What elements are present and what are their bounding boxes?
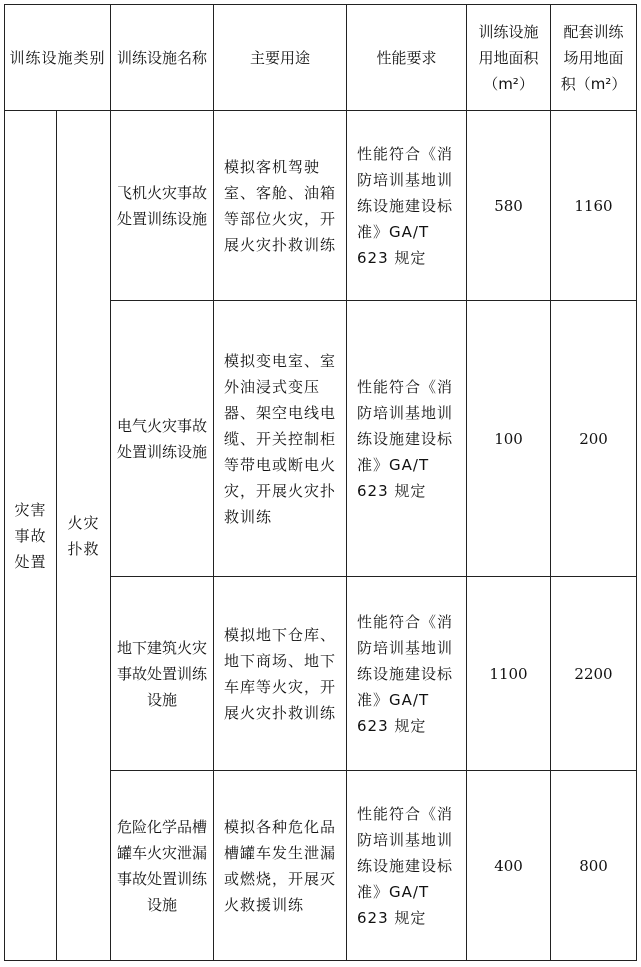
facility-perf: 性能符合《消防培训基地训练设施建设标准》GA/T 623 规定 xyxy=(347,301,467,577)
facility-area: 400 xyxy=(467,771,551,961)
header-support: 配套训练场用地面积（m²） xyxy=(551,5,637,111)
table-row xyxy=(5,111,637,301)
facility-area: 580 xyxy=(467,111,551,301)
facility-support: 1160 xyxy=(551,111,637,301)
facility-name: 地下建筑火灾事故处置训练设施 xyxy=(111,577,214,771)
facility-use: 模拟客机驾驶室、客舱、油箱等部位火灾，开展火灾扑救训练 xyxy=(214,111,347,301)
category-main: 灾害事故处置 xyxy=(5,111,57,961)
facility-area: 100 xyxy=(467,301,551,577)
facility-perf: 性能符合《消防培训基地训练设施建设标准》GA/T 623 规定 xyxy=(347,111,467,301)
facility-table xyxy=(4,4,637,961)
facility-support: 800 xyxy=(551,771,637,961)
header-perf: 性能要求 xyxy=(347,5,467,111)
facility-use: 模拟地下仓库、地下商场、地下车库等火灾，开展火灾扑救训练 xyxy=(214,577,347,771)
category-sub: 火灾扑救 xyxy=(57,111,111,961)
header-area: 训练设施用地面积（m²） xyxy=(467,5,551,111)
facility-name: 飞机火灾事故处置训练设施 xyxy=(111,111,214,301)
facility-use: 模拟各种危化品槽罐车发生泄漏或燃烧，开展灭火救援训练 xyxy=(214,771,347,961)
facility-name: 电气火灾事故处置训练设施 xyxy=(111,301,214,577)
header-row xyxy=(5,5,637,111)
facility-name: 危险化学品槽罐车火灾泄漏事故处置训练设施 xyxy=(111,771,214,961)
facility-support: 2200 xyxy=(551,577,637,771)
facility-area: 1100 xyxy=(467,577,551,771)
facility-perf: 性能符合《消防培训基地训练设施建设标准》GA/T 623 规定 xyxy=(347,771,467,961)
facility-use: 模拟变电室、室外油浸式变压器、架空电线电缆、开关控制柜等带电或断电火灾，开展火灾扑救训练 xyxy=(214,301,347,577)
header-use: 主要用途 xyxy=(214,5,347,111)
header-name: 训练设施名称 xyxy=(111,5,214,111)
facility-perf: 性能符合《消防培训基地训练设施建设标准》GA/T 623 规定 xyxy=(347,577,467,771)
facility-support: 200 xyxy=(551,301,637,577)
header-category: 训练设施类别 xyxy=(5,5,111,111)
